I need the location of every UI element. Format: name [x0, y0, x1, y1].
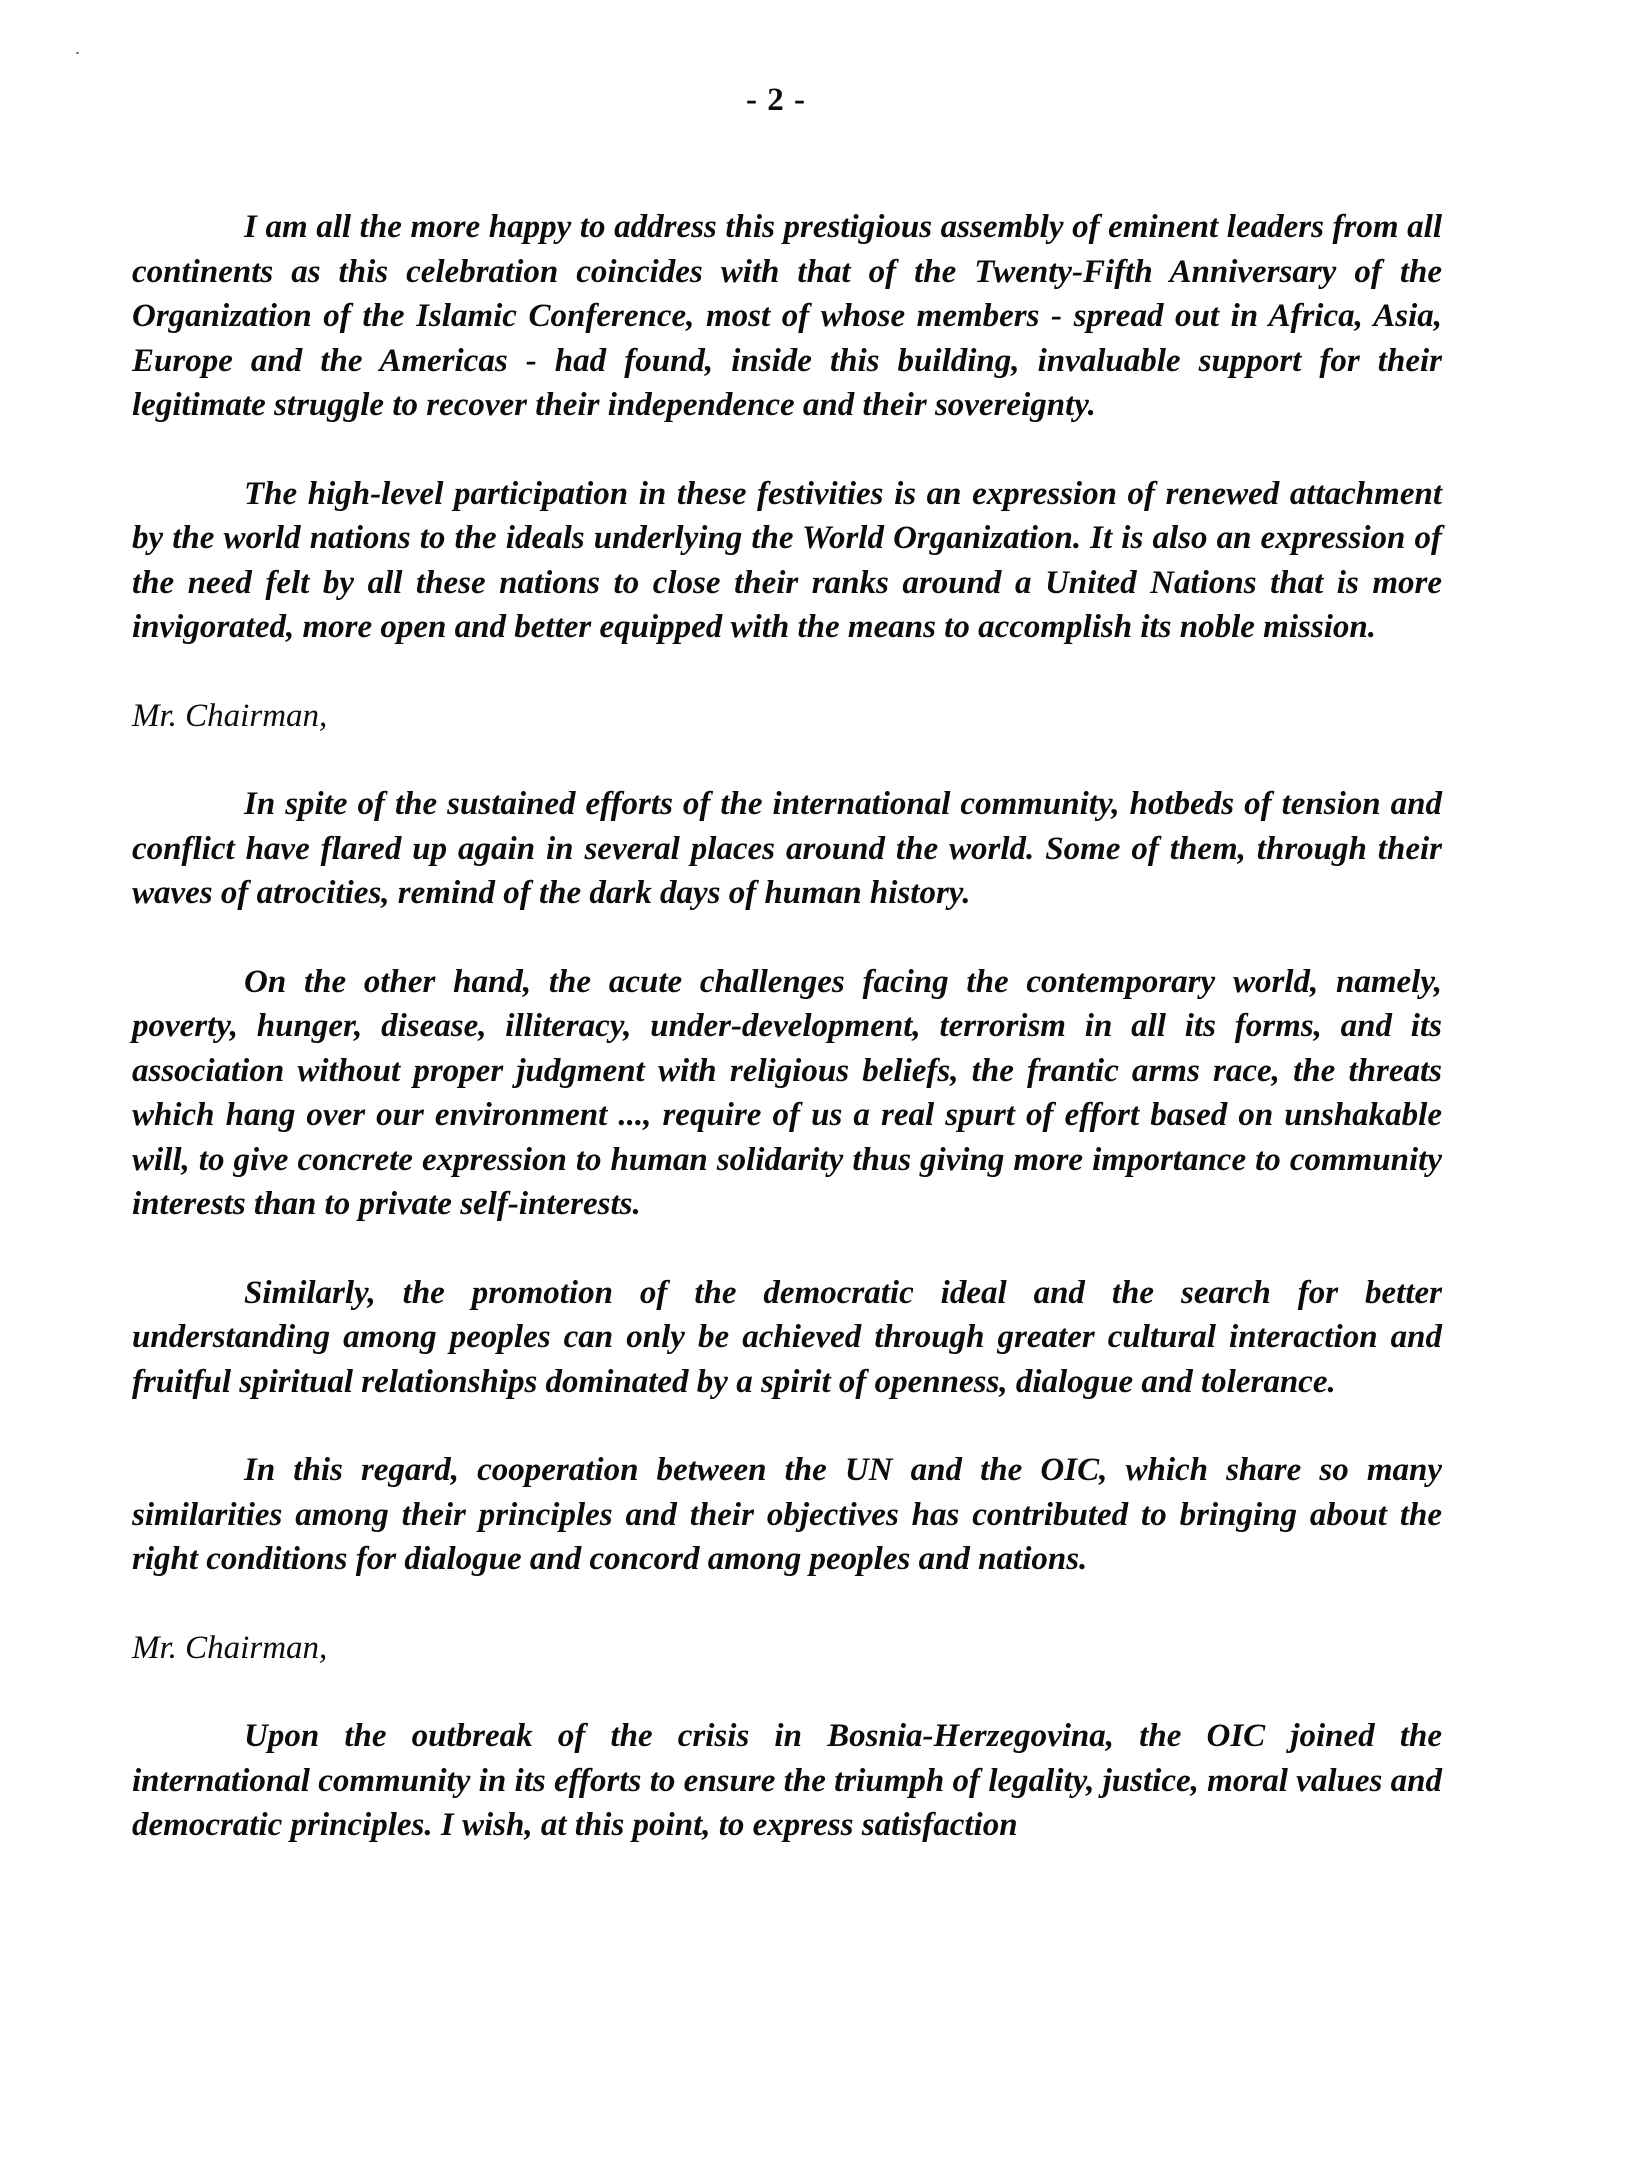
paragraph-1: I am all the more happy to address this prestigious assembly of eminent leaders from all continents as this celebration coincides with that of the Twenty-Fifth Anniversary of the Organization of the Islamic Conference, most of whose members - spread out in Africa, Asia, Europe and the Americas - had found, inside this building, invaluable support for their legitimate struggle to recover their independence and their sovereignty. — [132, 209, 1442, 423]
salutation-1: Mr. Chairman, — [132, 697, 328, 734]
document-body — [132, 205, 1442, 1848]
paragraph-5: Similarly, the promotion of the democratic ideal and the search for better understanding among peoples can only be achieved through greater cultural interaction and fruitful spiritual relationships dominated by a spirit of openness, dialogue and tolerance. — [132, 1274, 1442, 1400]
paragraph-7: Upon the outbreak of the crisis in Bosnia-Herzegovina, the OIC joined the international community in its efforts to ensure the triumph of legality, justice, moral values and democratic principles. I wish, at this point, to express satisfaction — [132, 1718, 1442, 1843]
paragraph-6: In this regard, cooperation between the UN and the OIC, which share so many similarities among their principles and their objectives has contributed to bringing about the right conditions for dialogue and concord among peoples and nations. — [132, 1452, 1442, 1577]
salutation-2: Mr. Chairman, — [132, 1629, 328, 1666]
scan-speck — [76, 52, 79, 54]
paragraph-2: The high-level participation in these festivities is an expression of renewed attachment by the world nations to the ideals underlying the World Organization. It is also an expression of the need felt by all these nations to close their ranks around a United Nations that is more invigorated, more open and better equipped with the means to accomplish its noble mission. — [132, 475, 1442, 645]
paragraph-4: On the other hand, the acute challenges facing the contemporary world, namely, poverty, hunger, disease, illiteracy, under-development, terrorism in all its forms, and its association without proper judgment with religious beliefs, the frantic arms race, the threats which hang over our environment ..., require of us a real spurt of effort based on unshakable will, to give concrete expression to human solidarity thus giving more importance to community interests than to private self-interests. — [132, 963, 1442, 1222]
page-number: - 2 - — [746, 82, 806, 118]
paragraph-3: In spite of the sustained efforts of the international community, hotbeds of tension and conflict have flared up again in several places around the world. Some of them, through their waves of atrocities, remind of the dark days of human history. — [132, 786, 1442, 911]
